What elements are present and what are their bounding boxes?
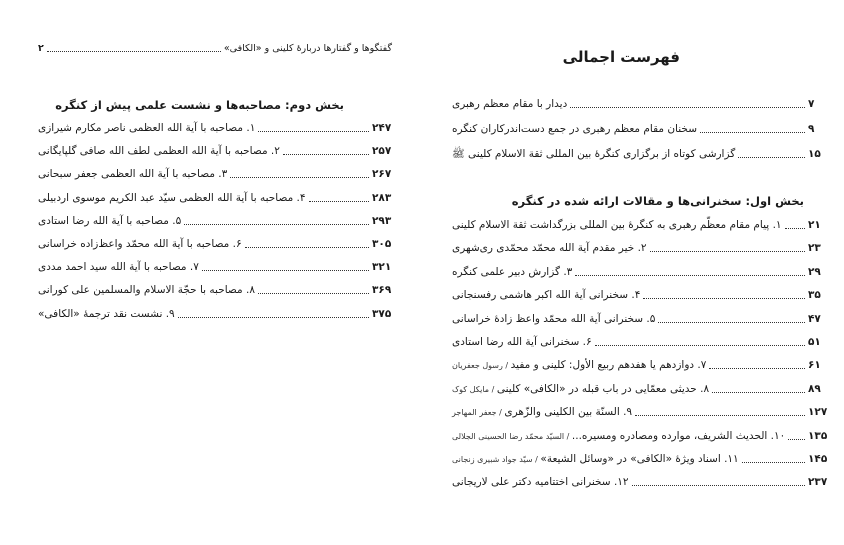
toc-entry-leader — [595, 345, 805, 346]
running-head-title: گفتگوها و گفتارها دربارهٔ کلینی و «الکافی» — [223, 43, 392, 54]
toc-entry — [452, 266, 830, 279]
toc-entry-page: ۲۳۷ — [808, 476, 828, 489]
toc-entry-page: ۲۱ — [808, 219, 821, 231]
toc-entry-page: ۱۵ — [808, 148, 821, 160]
toc-entry-title: ۱۲. سخنرانی اختتامیه دکتر علی لاریجانی — [452, 476, 629, 489]
toc-entry-leader — [202, 270, 369, 271]
toc-entry-title: سخنان مقام معظم رهبری در جمع دست‌اندرکاران کنگره — [452, 123, 697, 135]
toc-entry-page: ۲۶۷ — [372, 168, 392, 181]
toc-entry — [452, 406, 830, 419]
page-title: فهرست اجمالی — [562, 48, 680, 66]
toc-entry-leader — [635, 415, 805, 416]
toc-entry-page: ۲۴۷ — [372, 122, 392, 134]
section-heading-2: بخش دوم: مصاحبه‌ها و نشست علمی پیش از کنگره — [55, 98, 344, 112]
toc-entry-leader — [650, 251, 805, 252]
toc-entry-title: ۱. مصاحبه با آیة الله العظمی ناصر مکارم شیرازی — [38, 122, 256, 134]
toc-entry — [38, 215, 394, 228]
toc-entry-title: ۴. سخنرانی آیة الله اکبر هاشمی رفسنجانی — [452, 289, 641, 302]
toc-entry — [38, 308, 394, 321]
toc-entry — [452, 148, 830, 161]
toc-entry-leader — [283, 154, 369, 155]
toc-entry-title: ۹. السنّة بین الکلینی والزّهری / جعفر المهاجر — [452, 406, 633, 419]
toc-entry-page: ۵۱ — [808, 336, 821, 348]
toc-entry-page: ۳۲۱ — [372, 261, 392, 274]
toc-entry — [452, 383, 830, 396]
toc-entry-leader — [230, 177, 369, 178]
toc-entry-title: ۵. سخنرانی آیة الله محمّد واعظ زادهٔ خراسانی — [452, 312, 656, 325]
toc-entry-title: دیدار با مقام معظم رهبری — [452, 98, 568, 110]
toc-entry-title: ۱. پیام مقام معظّم رهبری به کنگرهٔ بین المللی بزرگداشت ثقة الاسلام کلینی — [452, 219, 782, 231]
toc-entry-leader — [658, 322, 805, 323]
toc-entry-page: ۴۷ — [808, 312, 821, 325]
running-head-page-number: ۲ — [38, 43, 44, 54]
toc-entry-page: ۲۵۷ — [372, 145, 392, 158]
toc-entry-title: ۳. مصاحبه با آیة الله العظمی جعفر سبحانی — [38, 168, 228, 181]
toc-entry-page: ۳۶۹ — [372, 284, 392, 297]
toc-entry-page: ۹ — [808, 123, 815, 135]
toc-entry — [38, 192, 394, 205]
toc-entry-title: ۷. مصاحبه با آیة الله سید احمد مددی — [38, 261, 199, 274]
toc-entry — [452, 359, 830, 372]
toc-entry-title: ۶. مصاحبه با آیة الله محمّد واعظ‌زاده خراسانی — [38, 238, 242, 250]
toc-entry-leader — [738, 157, 805, 158]
toc-entry — [38, 122, 394, 135]
toc-entry-title: ۷. دوازدهم یا هفدهم ربیع الأول: کلینی و مفید / رسول جعفریان — [452, 359, 707, 372]
toc-entry-title: ۲. مصاحبه با آیة الله العظمی لطف الله صافی گلپایگانی — [38, 145, 280, 158]
toc-entry — [452, 219, 830, 232]
toc-entry-author: / رسول جعفریان — [452, 361, 511, 371]
toc-entry-leader — [245, 247, 369, 248]
toc-entry-title: ۶. سخنرانی آیة الله رضا استادی — [452, 336, 592, 348]
toc-entry-title: ۵. مصاحبه با آیة الله رضا استادی — [38, 214, 182, 227]
toc-entry-author: / سیّد جواد شبیری زنجانی — [452, 455, 541, 464]
toc-entry-title: ۹. نشست نقد ترجمهٔ «الکافی» — [38, 307, 175, 320]
toc-entry-page: ۱۳۵ — [808, 429, 828, 442]
toc-entry-leader — [575, 275, 805, 276]
toc-entry — [38, 238, 394, 251]
toc-entry-page: ۱۲۷ — [808, 406, 828, 419]
toc-entry — [452, 313, 830, 326]
toc-entry-leader — [570, 107, 805, 108]
toc-entry — [452, 476, 830, 489]
toc-entry-page: ۳۵ — [808, 289, 821, 302]
toc-entry-leader — [632, 485, 805, 486]
toc-entry-title: گزارشی کوتاه از برگزاری کنگرهٔ بین المللی ثقة الاسلام کلینی ﷺ — [452, 148, 736, 160]
toc-entry — [452, 242, 830, 255]
toc-entry — [452, 430, 830, 443]
toc-entry-title: ۱۰. الحدیث الشریف، موارده ومصادره ومسیره... / السیّد محمّد رضا الحسینی الجلالی — [452, 429, 786, 442]
toc-entry-page: ۱۴۵ — [808, 453, 828, 465]
toc-entry-page: ۳۷۵ — [372, 307, 392, 320]
section-heading-1: بخش اول: سخنرانی‌ها و مقالات ارائه شده در کنگره — [511, 194, 804, 208]
toc-entry-page: ۳۰۵ — [372, 238, 392, 250]
toc-entry-page: ۲۹۳ — [372, 214, 392, 227]
toc-entry-page: ۷ — [808, 98, 815, 110]
toc-entry-title: ۸. مصاحبه با حجّة الاسلام والمسلمین علی کورانی — [38, 284, 255, 297]
toc-entry-page: ۲۸۳ — [372, 191, 392, 204]
toc-entry-leader — [700, 132, 805, 133]
toc-entry — [38, 168, 394, 181]
toc-entry — [38, 284, 394, 297]
toc-entry-page: ۶۱ — [808, 359, 821, 372]
toc-entry-title: ۳. گزارش دبیر علمی کنگره — [452, 265, 573, 278]
toc-entry — [38, 261, 394, 274]
toc-entry-title: ۸. حدیثی معمّایی در باب قبله در «الکافی» کلینی / مایکل کوک — [452, 382, 710, 395]
toc-entry-title: ۴. مصاحبه با آیة الله العظمی سیّد عبد الکریم موسوی اردبیلی — [38, 191, 306, 204]
toc-entry — [452, 453, 830, 466]
toc-entry-author: / جعفر المهاجر — [452, 408, 505, 418]
toc-entry-leader — [785, 228, 805, 229]
toc-entry-leader — [309, 201, 369, 202]
toc-entry-page: ۲۳ — [808, 242, 821, 255]
running-head — [38, 42, 392, 55]
toc-entry-title: ۲. خیر مقدم آیة الله محمّد محمّدی ری‌شهری — [452, 242, 647, 255]
toc-entry-leader — [184, 224, 369, 225]
toc-entry-leader — [258, 131, 369, 132]
toc-entry — [452, 336, 830, 349]
toc-entry — [452, 123, 830, 136]
toc-entry-title: ۱۱. اسناد ویژهٔ «الکافی» در «وسائل الشیعة» / سیّد جواد شبیری زنجانی — [452, 453, 739, 465]
toc-entry — [452, 98, 830, 111]
toc-entry-leader — [258, 293, 369, 294]
toc-entry — [452, 289, 830, 302]
toc-entry-author: / السیّد محمّد رضا الحسینی الجلالی — [452, 431, 572, 441]
toc-entry — [38, 145, 394, 158]
right-page — [440, 0, 844, 545]
toc-entry-author: / مایکل کوک — [452, 384, 497, 394]
toc-entry-leader — [178, 317, 369, 318]
toc-entry-page: ۸۹ — [808, 382, 821, 395]
toc-entry-page: ۲۹ — [808, 265, 821, 278]
toc-entry-leader — [643, 298, 805, 299]
toc-entry-leader — [742, 462, 805, 463]
toc-entry-leader — [788, 439, 805, 440]
toc-entry-leader — [709, 368, 805, 369]
running-head-leader — [47, 51, 221, 52]
toc-entry-leader — [712, 392, 805, 393]
